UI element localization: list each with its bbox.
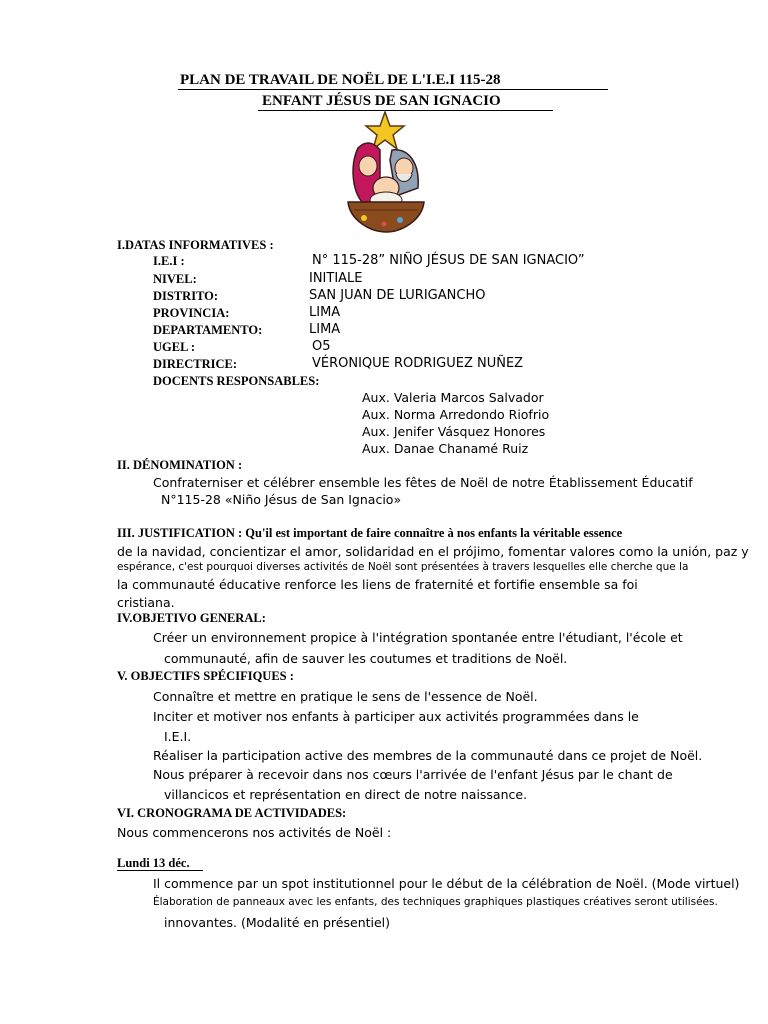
objective-item: Nous préparer à recevoir dans nos cœurs l'arrivée de l'enfant Jésus par le chant de: [153, 767, 673, 782]
schedule-intro: Nous commencerons nos activités de Noël :: [117, 825, 392, 840]
title-line-2: ENFANT JÉSUS DE SAN IGNACIO: [262, 93, 501, 109]
objective-general-line-2: communauté, afin de sauver les coutumes et traditions de Noël.: [164, 651, 568, 666]
section1-heading: I.DATAS INFORMATIVES :: [117, 238, 274, 252]
objective-item-continuation: villancicos et représentation en direct de notre naissance.: [164, 787, 528, 802]
field-value: SAN JUAN DE LURIGANCHO: [309, 288, 486, 303]
field-label: I.E.I :: [153, 254, 185, 268]
schedule-day-label: Lundi 13 déc.: [117, 856, 190, 870]
field-value: LIMA: [309, 305, 341, 320]
field-label: NIVEL:: [153, 272, 197, 286]
field-label: PROVINCIA:: [153, 306, 230, 320]
justification-line: la communauté éducative renforce les liens de fraternité et fortifie ensemble sa foi: [117, 577, 638, 592]
objective-item: Inciter et motiver nos enfants à participer aux activités programmées dans le: [153, 709, 639, 724]
section4-heading: IV.OBJETIVO GENERAL:: [117, 611, 266, 625]
title-underline-1: [178, 89, 608, 90]
field-value: INITIALE: [309, 271, 363, 286]
field-value: VÉRONIQUE RODRIGUEZ NUÑEZ: [312, 356, 524, 371]
denomination-line-2: N°115-28 «Niño Jésus de San Ignacio»: [161, 492, 402, 507]
field-value: N° 115-28” NIÑO JÉSUS DE SAN IGNACIO”: [312, 253, 585, 268]
objective-item: Réaliser la participation active des membres de la communauté dans ce projet de Noël.: [153, 748, 703, 763]
nativity-illustration-icon: [340, 110, 430, 236]
justification-line: espérance, c'est pourquoi diverses activités de Noël sont présentées à travers lesquelles elle cherche que la: [117, 561, 689, 573]
section6-heading: VI. CRONOGRAMA DE ACTIVIDADES:: [117, 806, 347, 820]
teacher-item: Aux. Valeria Marcos Salvador: [362, 390, 544, 405]
field-label: UGEL :: [153, 340, 196, 354]
field-value: LIMA: [309, 322, 341, 337]
objective-item-continuation: I.E.I.: [164, 729, 192, 744]
objective-general-line-1: Créer un environnement propice à l'intégration spontanée entre l'étudiant, l'école et: [153, 630, 683, 645]
section3-heading: III. JUSTIFICATION : Qu'il est important de faire connaître à nos enfants la véritable essence: [117, 526, 623, 540]
field-label: DIRECTRICE:: [153, 357, 238, 371]
schedule-item: Il commence par un spot institutionnel pour le début de la célébration de Noël. (Mode virtuel): [153, 876, 740, 891]
field-label: DEPARTAMENTO:: [153, 323, 263, 337]
schedule-item: Élaboration de panneaux avec les enfants, des techniques graphiques plastiques créatives seront utilisées.: [153, 896, 718, 908]
denomination-line-1: Confraterniser et célébrer ensemble les fêtes de Noël de notre Établissement Éducatif: [153, 475, 693, 490]
title-line-1: PLAN DE TRAVAIL DE NOËL DE L'I.E.I 115-28: [180, 72, 501, 88]
justification-line: cristiana.: [117, 595, 175, 610]
day-underline: [117, 870, 203, 871]
field-value: O5: [312, 339, 331, 354]
teacher-item: Aux. Jenifer Vásquez Honores: [362, 424, 546, 439]
schedule-item-continuation: innovantes. (Modalité en présentiel): [164, 915, 391, 930]
field-label: DOCENTS RESPONSABLES:: [153, 374, 320, 388]
section5-heading: V. OBJECTIFS SPÉCIFIQUES :: [117, 669, 294, 683]
justification-line: de la navidad, concientizar el amor, solidaridad en el prójimo, fomentar valores como la unión, paz y: [117, 544, 749, 559]
field-label: DISTRITO:: [153, 289, 219, 303]
section2-heading: II. DÉNOMINATION :: [117, 458, 243, 472]
teacher-item: Aux. Norma Arredondo Riofrio: [362, 407, 550, 422]
teacher-item: Aux. Danae Chanamé Ruiz: [362, 441, 529, 456]
objective-item: Connaître et mettre en pratique le sens de l'essence de Noël.: [153, 689, 538, 704]
